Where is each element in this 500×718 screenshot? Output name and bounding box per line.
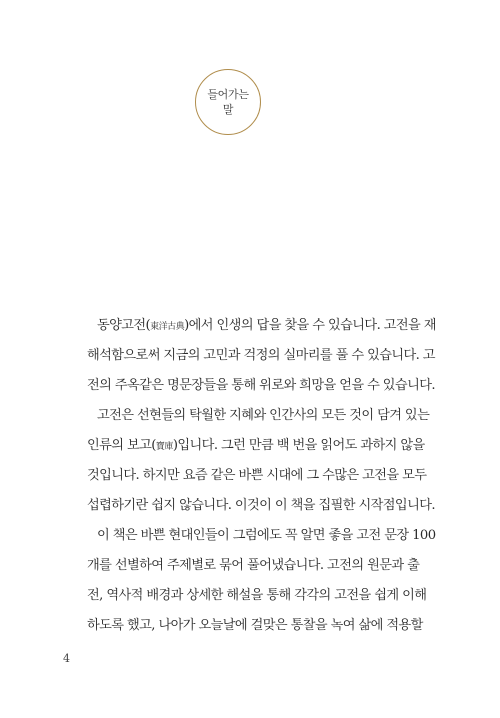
text-line [87,311,436,341]
text-line: 전의 주옥같은 명문장들을 통해 위로와 희망을 얻을 수 있습니다. [87,378,435,393]
text-segment: 인류의 보고( [87,438,156,453]
hanja-text: 東洋古典 [150,322,185,332]
text-line: 전, 역사적 배경과 상세한 해설을 통해 각각의 고전을 쉽게 이해 [87,588,427,603]
text-line: 것입니다. 하지만 요즘 같은 바쁜 시대에 그 수많은 고전을 모두 [87,468,427,483]
text-line [87,431,425,461]
badge-title-line-1: 들어가는 [207,88,249,101]
paragraph-1 [87,311,436,401]
section-title-badge [195,69,261,135]
paragraph-3 [87,521,436,641]
paragraph-2 [87,401,435,521]
text-line: 고전은 선현들의 탁월한 지혜와 인간사의 모든 것이 담겨 있는 [97,408,430,423]
text-segment: 동양고전( [97,318,151,333]
text-segment: )입니다. 그런 만큼 백 번을 읽어도 과하지 않을 [172,438,425,453]
body-text [87,311,436,641]
text-line: 섭렵하기란 쉽지 않습니다. 이것이 이 책을 집필한 시작점입니다. [87,498,435,513]
text-segment: )에서 인생의 답을 찾을 수 있습니다. 고전을 재 [184,318,436,333]
text-line: 이 책은 바쁜 현대인들이 그럼에도 꼭 알면 좋을 고전 문장 100 [97,528,436,543]
text-line: 하도록 했고, 나아가 오늘날에 걸맞은 통찰을 녹여 삶에 적용할 [87,618,423,633]
text-line: 해석함으로써 지금의 고민과 걱정의 실마리를 풀 수 있습니다. 고 [87,348,435,363]
text-line: 개를 선별하여 주제별로 묶어 풀어냈습니다. 고전의 원문과 출 [87,558,420,573]
badge-title-line-2: 말 [222,103,234,116]
page-number: 4 [63,652,70,665]
hanja-text: 寶庫 [155,442,173,452]
